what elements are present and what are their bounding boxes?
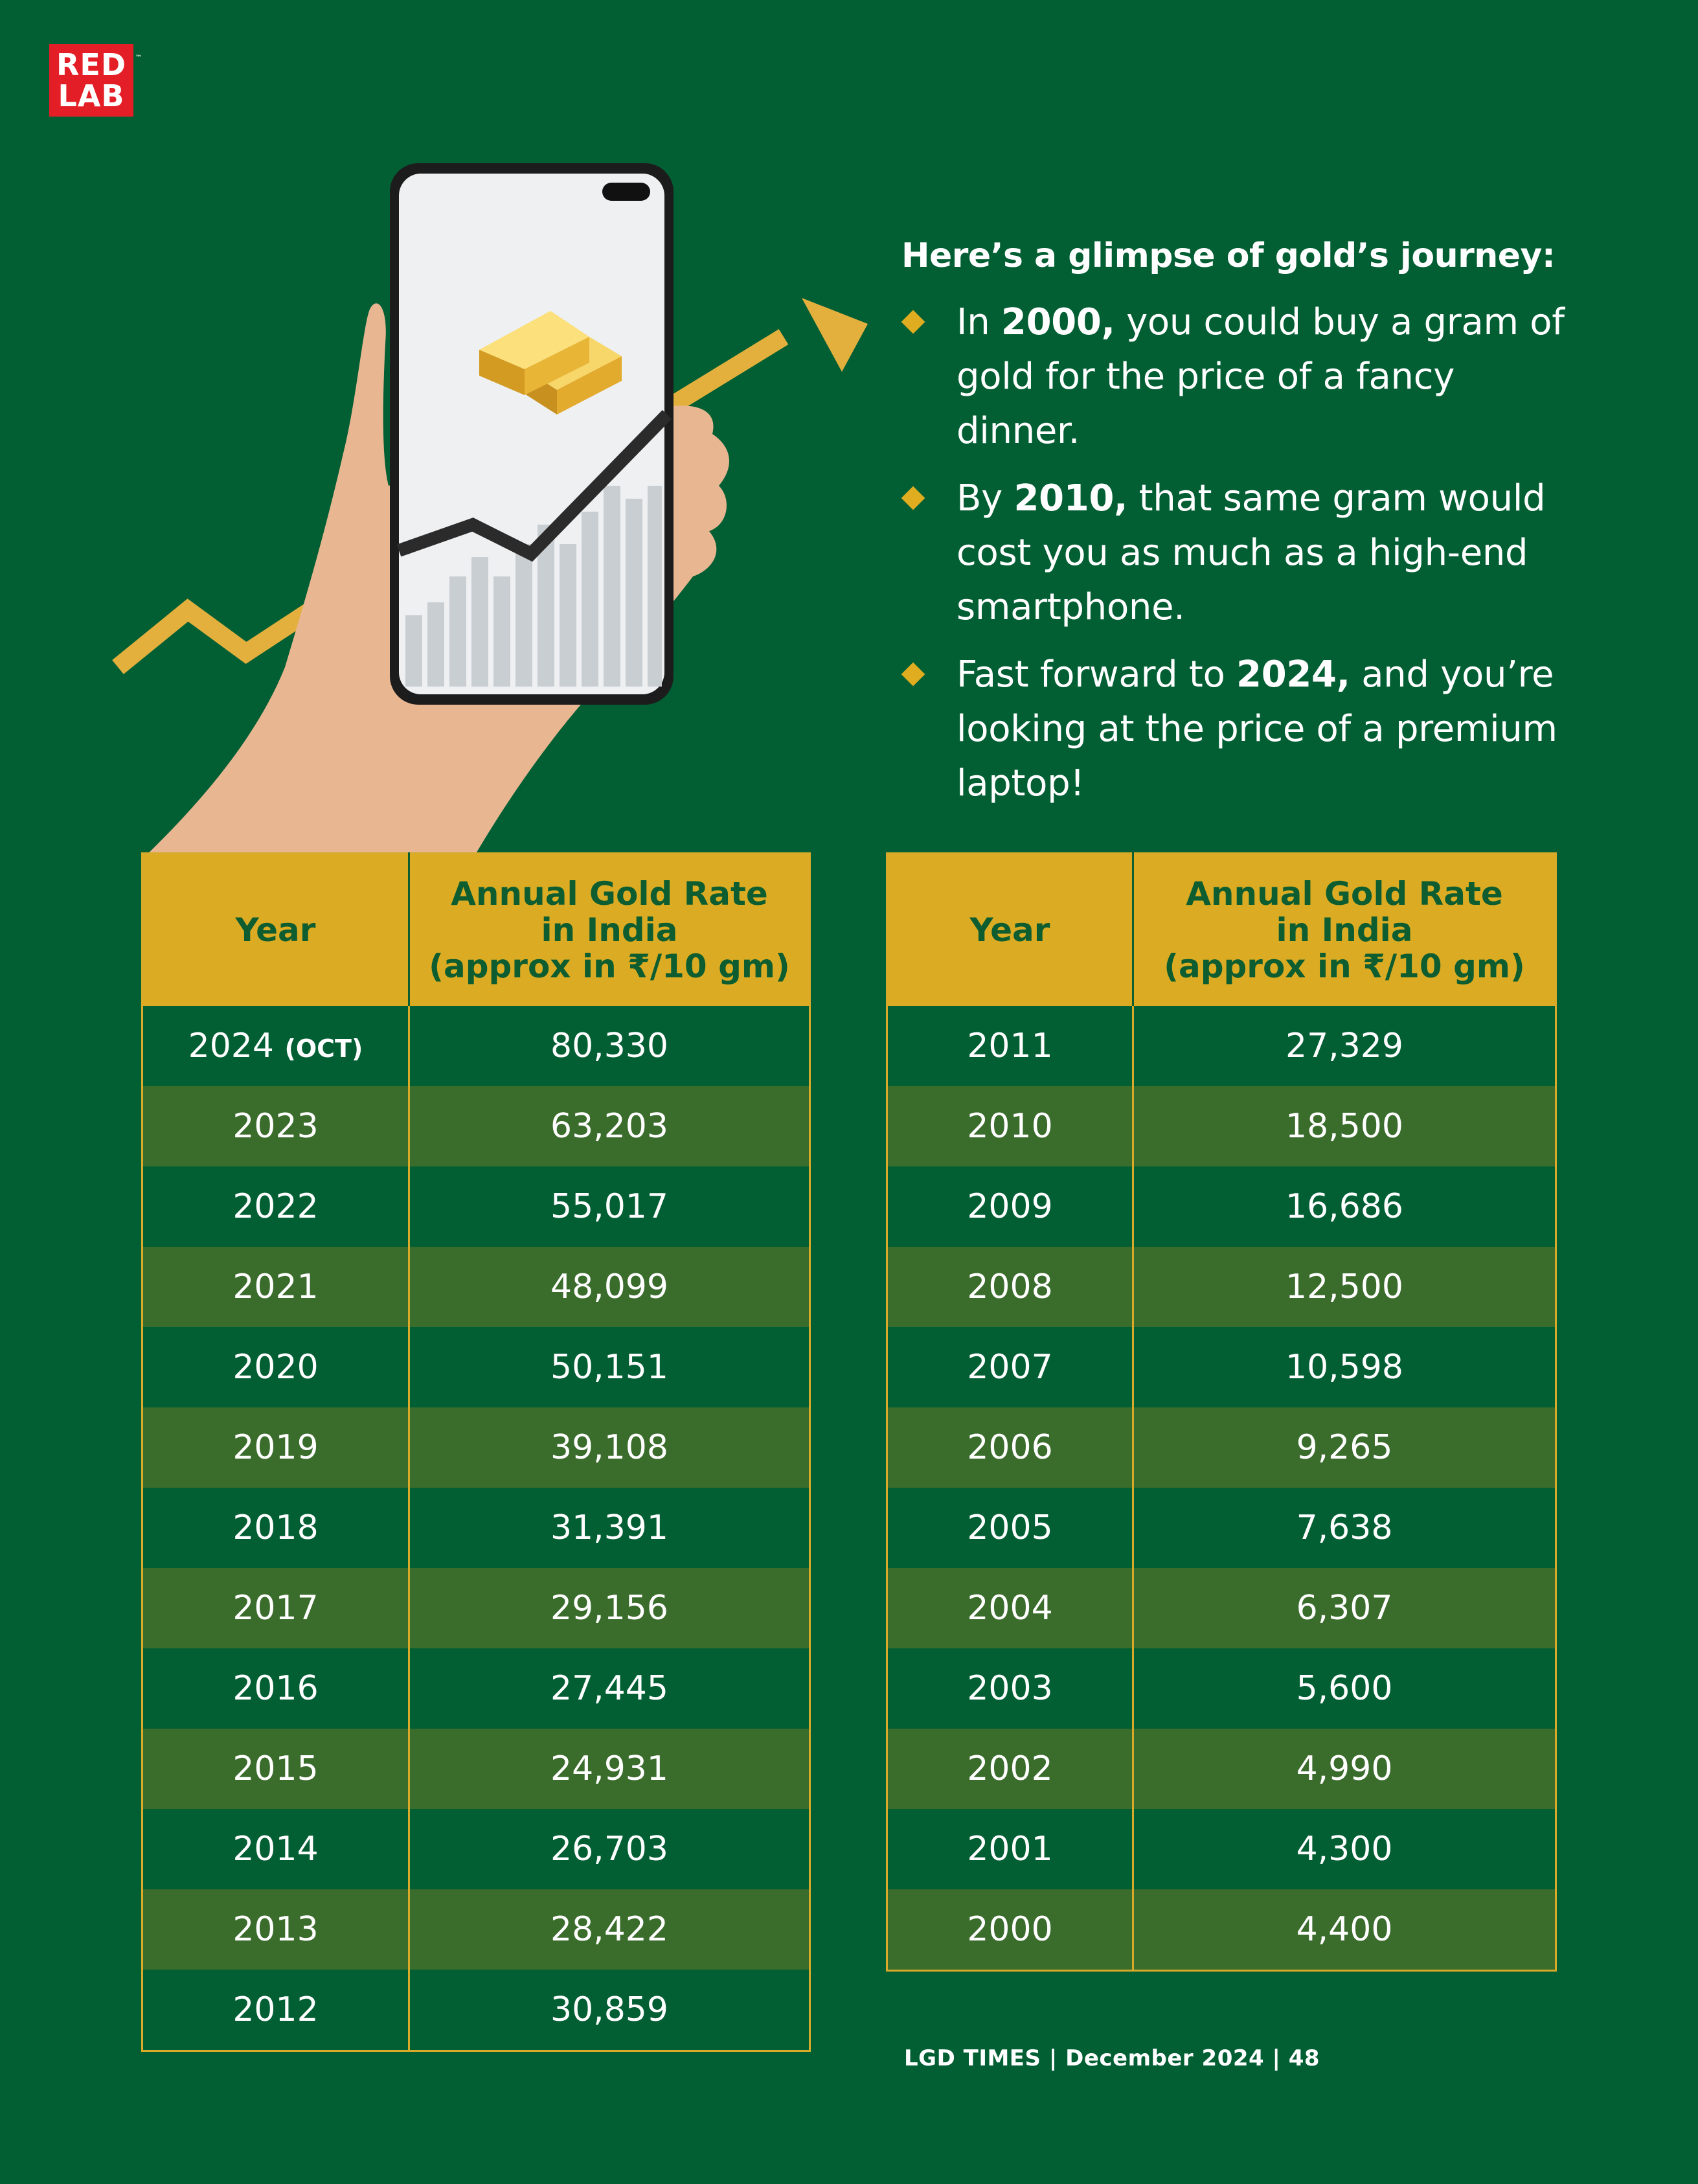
gold-rate-table-early — [886, 852, 1557, 1972]
year-cell — [887, 1407, 1133, 1488]
rate-column-header — [1133, 854, 1556, 1007]
rate-cell: 80,330 — [409, 1006, 810, 1086]
table-row — [142, 1086, 810, 1166]
rate-column-header — [409, 854, 810, 1007]
table-row — [887, 1568, 1556, 1648]
table-row — [887, 1729, 1556, 1809]
gold-rate-table-recent — [141, 852, 811, 2052]
year-value: 2006 — [967, 1428, 1053, 1467]
rate-cell: 7,638 — [1133, 1488, 1556, 1568]
rate-cell: 50,151 — [409, 1327, 810, 1407]
table-row — [887, 1086, 1556, 1166]
rate-cell: 55,017 — [409, 1166, 810, 1247]
year-value: 2015 — [232, 1749, 319, 1788]
hero-illustration — [110, 149, 874, 861]
rate-cell: 9,265 — [1133, 1407, 1556, 1488]
year-value: 2016 — [232, 1669, 319, 1708]
year-cell — [142, 1648, 409, 1729]
rate-header-line3: (approx in ₹/10 gm) — [429, 948, 790, 985]
bullet-text-post: you could buy a gram of gold for the price of a fancy dinner. — [957, 301, 1565, 452]
table-row — [142, 1889, 810, 1970]
year-column-header: Year — [142, 854, 409, 1007]
rate-header-line2: in India — [541, 911, 678, 949]
year-cell — [142, 1729, 409, 1809]
rate-cell: 18,500 — [1133, 1086, 1556, 1166]
trend-arrow-head — [802, 298, 868, 372]
diamond-bullet-icon — [901, 663, 925, 687]
year-cell — [887, 1648, 1133, 1729]
rate-cell: 24,931 — [409, 1729, 810, 1809]
year-value: 2019 — [232, 1428, 319, 1467]
year-value: 2011 — [967, 1027, 1053, 1065]
rate-header-line3: (approx in ₹/10 gm) — [1164, 948, 1525, 985]
rate-cell: 29,156 — [409, 1568, 810, 1648]
phone-camera — [602, 183, 650, 201]
year-value: 2003 — [967, 1669, 1053, 1708]
year-cell — [887, 1488, 1133, 1568]
year-value: 2008 — [967, 1268, 1053, 1306]
rate-header-line1: Annual Gold Rate — [451, 875, 768, 913]
table-row — [887, 1006, 1556, 1086]
year-cell — [142, 1247, 409, 1327]
year-cell — [142, 1809, 409, 1889]
table-row — [142, 1488, 810, 1568]
bullet-text-post: and you’re looking at the price of a premium laptop! — [957, 654, 1557, 804]
year-value: 2017 — [232, 1589, 319, 1628]
year-cell — [142, 1889, 409, 1970]
table-row — [142, 1729, 810, 1809]
rate-cell: 27,329 — [1133, 1006, 1556, 1086]
year-value: 2012 — [232, 1990, 319, 2029]
rate-cell: 4,400 — [1133, 1889, 1556, 1971]
table-row — [142, 1970, 810, 2051]
table-row — [887, 1247, 1556, 1327]
page-footer: LGD TIMES | December 2024 | 48 — [904, 2045, 1320, 2071]
bullet-item — [901, 648, 1581, 811]
year-value: 2023 — [232, 1107, 319, 1146]
year-cell — [887, 1166, 1133, 1247]
year-cell — [142, 1166, 409, 1247]
rate-cell: 30,859 — [409, 1970, 810, 2051]
year-cell — [142, 1488, 409, 1568]
logo-line2: LAB — [58, 78, 125, 113]
bullet-text-post: that same gram would cost you as much as a high-end smartphone. — [957, 477, 1546, 628]
diamond-bullet-icon — [901, 310, 925, 334]
bullet-year: 2010, — [1013, 477, 1128, 519]
logo-line1: RED — [56, 47, 127, 82]
year-cell — [887, 1809, 1133, 1889]
year-value: 2007 — [967, 1348, 1053, 1387]
table-row — [142, 1407, 810, 1488]
rate-cell: 6,307 — [1133, 1568, 1556, 1648]
year-cell — [142, 1970, 409, 2051]
rate-cell: 4,990 — [1133, 1729, 1556, 1809]
table-row — [887, 1809, 1556, 1889]
year-cell — [887, 1889, 1133, 1971]
table-row — [142, 1568, 810, 1648]
year-value: 2002 — [967, 1749, 1053, 1788]
bullet-text-pre: Fast forward to — [957, 654, 1237, 696]
year-value: 2020 — [232, 1348, 319, 1387]
bullet-item — [901, 472, 1581, 635]
year-cell — [887, 1247, 1133, 1327]
rate-cell: 28,422 — [409, 1889, 810, 1970]
year-cell — [887, 1086, 1133, 1166]
table-row — [887, 1327, 1556, 1407]
year-cell — [887, 1568, 1133, 1648]
year-value: 2001 — [967, 1830, 1053, 1869]
year-value: 2000 — [967, 1910, 1053, 1949]
bullet-text-pre: In — [957, 301, 1001, 343]
rate-cell: 4,300 — [1133, 1809, 1556, 1889]
year-value: 2022 — [232, 1187, 319, 1226]
bullet-text-pre: By — [957, 477, 1014, 519]
year-column-header: Year — [887, 854, 1133, 1007]
rate-cell: 63,203 — [409, 1086, 810, 1166]
year-value: 2021 — [232, 1268, 319, 1306]
bullet-year: 2000, — [1001, 301, 1115, 343]
table-row — [142, 1166, 810, 1247]
table-row — [887, 1648, 1556, 1729]
year-value: 2009 — [967, 1187, 1053, 1226]
intro-section — [901, 233, 1581, 824]
rate-cell: 31,391 — [409, 1488, 810, 1568]
table-row — [887, 1166, 1556, 1247]
year-value: 2014 — [232, 1830, 319, 1869]
table-row — [142, 1006, 810, 1086]
year-cell — [142, 1006, 409, 1086]
bullet-year: 2024, — [1236, 654, 1350, 696]
rate-cell: 12,500 — [1133, 1247, 1556, 1327]
year-value: 2005 — [967, 1508, 1053, 1547]
rate-header-line2: in India — [1276, 911, 1413, 949]
year-cell — [142, 1407, 409, 1488]
rate-cell: 5,600 — [1133, 1648, 1556, 1729]
table-row — [887, 1488, 1556, 1568]
redlab-logo — [49, 44, 142, 117]
rate-cell: 16,686 — [1133, 1166, 1556, 1247]
intro-title: Here’s a glimpse of gold’s journey: — [901, 236, 1556, 275]
bullet-item — [901, 295, 1581, 459]
rate-cell: 48,099 — [409, 1247, 810, 1327]
year-value: 2004 — [967, 1589, 1053, 1628]
table-row — [142, 1327, 810, 1407]
year-value: 2010 — [967, 1107, 1053, 1146]
rate-cell: 10,598 — [1133, 1327, 1556, 1407]
year-cell — [142, 1568, 409, 1648]
year-suffix: (OCT) — [284, 1034, 363, 1063]
year-value: 2018 — [232, 1508, 319, 1547]
year-value: 2024 — [188, 1027, 274, 1065]
year-cell — [887, 1327, 1133, 1407]
intro-bullets — [901, 295, 1581, 811]
table-row — [887, 1407, 1556, 1488]
year-cell — [142, 1086, 409, 1166]
rate-header-line1: Annual Gold Rate — [1186, 875, 1503, 913]
table-row — [142, 1247, 810, 1327]
year-cell — [142, 1327, 409, 1407]
diamond-bullet-icon — [901, 486, 925, 510]
table-row — [142, 1648, 810, 1729]
table-row — [887, 1889, 1556, 1971]
year-cell — [887, 1729, 1133, 1809]
logo-trademark: ™ — [135, 54, 142, 62]
table-row — [142, 1809, 810, 1889]
rate-cell: 39,108 — [409, 1407, 810, 1488]
rate-cell: 26,703 — [409, 1809, 810, 1889]
year-value: 2013 — [232, 1910, 319, 1949]
rate-cell: 27,445 — [409, 1648, 810, 1729]
year-cell — [887, 1006, 1133, 1086]
